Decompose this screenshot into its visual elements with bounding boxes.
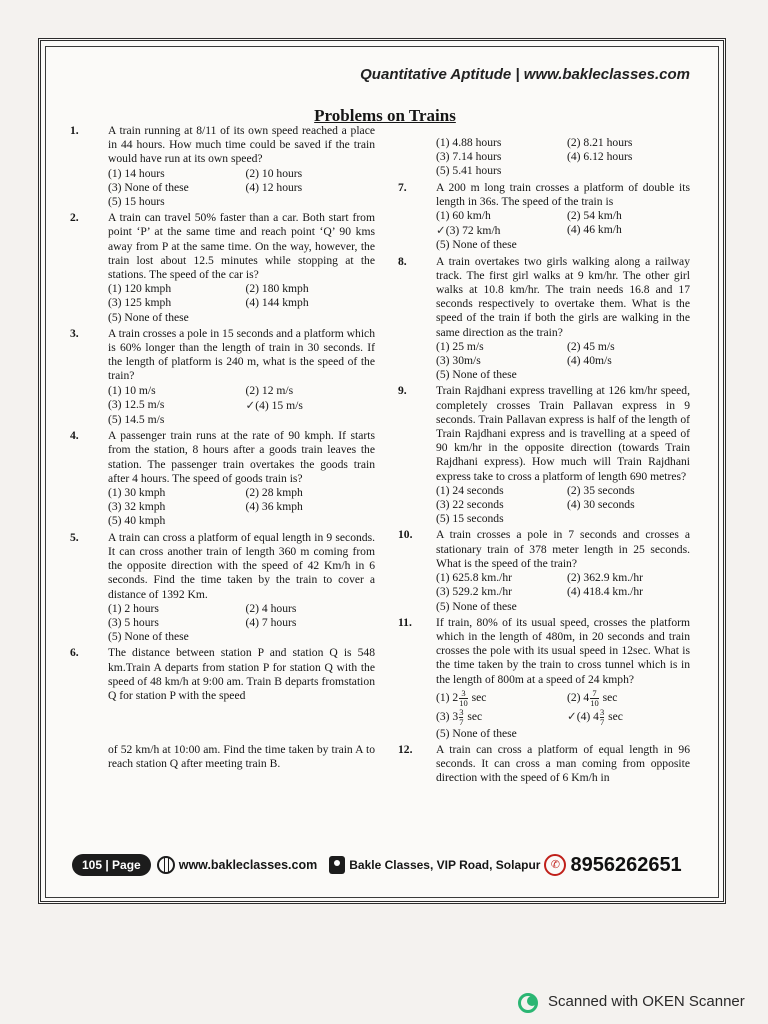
option: (1) 4.88 hours: [436, 136, 502, 149]
option: (1) 24 seconds: [436, 483, 504, 497]
option: (2) 8.21 hours: [567, 136, 633, 149]
option: (5) None of these: [436, 726, 517, 740]
question-6: [70, 646, 375, 771]
fraction: $\frac{3}{7}$: [459, 706, 464, 727]
question-number: 8.: [398, 254, 407, 268]
options: [436, 209, 690, 253]
option: (3) 30m/s: [436, 354, 481, 368]
option: (5) None of these: [436, 238, 517, 252]
option: (3) 72 km/h: [445, 224, 501, 238]
question-number: 4.: [70, 429, 79, 443]
option: (1) 60 km/h: [436, 209, 491, 223]
question-number: 3.: [70, 326, 79, 340]
option: (5) 15 hours: [108, 195, 165, 209]
option: (4) 40m/s: [567, 354, 612, 368]
right-column: [398, 136, 690, 786]
option-fraction: (1) 2 $\frac{3}{10}$ sec: [436, 687, 487, 708]
option: (3) 5 hours: [108, 615, 159, 629]
option: (5) 5.41 hours: [436, 164, 502, 178]
question-text: A train can cross a platform of equal length in 9 seconds. It can cross another train of length 360 m coming from the opposite direction with the speed of 42 Km/h in 6 seconds. Find the time taken by the train to cover a distance of 1392 Km.: [108, 530, 375, 601]
question-text: A train running at 8/11 of its own speed reached a place in 44 hours. How much time could be saved if the train would have run at its own speed?: [108, 124, 375, 166]
question-3: [70, 327, 375, 427]
option: (2) 4 hours: [245, 601, 297, 615]
option: (3) 32 kmph: [108, 500, 166, 514]
option-fraction: (3) 3 $\frac{3}{7}$ sec: [436, 706, 483, 727]
oken-logo-icon: [518, 990, 540, 1012]
option: (5) None of these: [108, 310, 189, 324]
fraction: $\frac{3}{7}$: [599, 706, 605, 727]
question-text: If train, 80% of its usual speed, crosses the platform which in the length of 480m, in 20 seconds and train crosses the pole with its usual speed in 12sec. What is the time taken by the train to cross tunnel which is in the length of 800m at a speed of 24 kmph?: [436, 615, 690, 686]
options: [436, 484, 690, 527]
question-text: The distance between station P and station Q is 548 km.Train A departs from station P for station Q with the speed of 48 km/h at 9:00 am. Train B departs fromstation Q for station P with the speed: [108, 646, 375, 702]
option: (3) 529.2 km./hr: [436, 585, 512, 599]
options: [108, 167, 375, 210]
question-5: [70, 531, 375, 645]
question-9: [398, 384, 690, 526]
options: [436, 136, 690, 179]
footer-phone: 8956262651: [570, 853, 682, 876]
question-text: A train can cross a platform of equal length in 96 seconds. It can cross a man coming from opposite direction with the speed of 6 Km/h in: [436, 742, 690, 785]
options: [108, 486, 375, 529]
question-number: 2.: [70, 211, 79, 225]
option: (1) 10 m/s: [108, 383, 156, 397]
option: (1) 625.8 km./hr: [436, 571, 512, 585]
option: (3) 7.14 hours: [436, 150, 502, 164]
option: (1) 30 kmph: [108, 486, 166, 500]
question-4: [70, 429, 375, 528]
globe-icon: [157, 856, 175, 874]
option-marked: [436, 223, 559, 238]
question-6-options: [398, 136, 690, 179]
options: [108, 282, 375, 325]
check-mark-icon: ✓: [245, 397, 256, 412]
check-mark-icon: ✓: [567, 708, 577, 723]
footer-website: www.bakleclasses.com: [178, 858, 318, 872]
check-mark-icon: ✓: [436, 223, 446, 238]
option: (1) 14 hours: [108, 166, 165, 180]
question-text: A passenger train runs at the rate of 90 kmph. If starts from the station, 8 hours after a goods train leaves the station. The passenger train overtakes the goods train after 4 hours. The speed of goods train is?: [108, 429, 375, 485]
question-number: 12.: [398, 742, 413, 756]
page-header: Quantitative Aptitude | www.bakleclasses.com: [360, 66, 690, 83]
question-text: A train overtakes two girls walking along a railway track. The first girl walks at 9 km/hr. The other girl walks at 10.8 km/hr. The train needs 16.8 and 17 seconds respectively to overtake them. What is the speed of the train if both the girls are walking in the same direction as the train?: [436, 254, 690, 339]
question-number: 11.: [398, 615, 412, 629]
option: (2) 35 seconds: [567, 483, 635, 497]
option: (1) 25 m/s: [436, 339, 484, 353]
question-number: 5.: [70, 530, 79, 544]
question-8: [398, 255, 690, 383]
option: (2) 54 km/h: [567, 209, 622, 223]
options: [436, 689, 690, 741]
page-title: Problems on Trains: [314, 106, 456, 125]
scanner-watermark: [518, 990, 745, 1012]
option-marked: [246, 398, 376, 413]
option: (2) 12 m/s: [245, 383, 294, 397]
option: (4) 36 kmph: [245, 500, 303, 514]
question-text: A 200 m long train crosses a platform of double its length in 36s. The speed of the train is: [436, 180, 690, 208]
option: (4) 15 m/s: [255, 398, 303, 412]
location-pin-icon: [329, 856, 345, 874]
fraction: $\frac{7}{10}$: [590, 687, 599, 708]
option: (3) 12.5 m/s: [108, 397, 165, 411]
option: (4) 46 km/h: [567, 223, 622, 237]
option: (2) 45 m/s: [567, 339, 615, 353]
question-text: A train crosses a pole in 7 seconds and crosses a stationary train of 378 meter length in 25 seconds. What is the speed of the train?: [436, 528, 690, 570]
question-text: A train can travel 50% faster than a car. Both start from point ‘P’ at the same time and reach point ‘Q’ 90 kms away from P at the same time. On the way, however, the train lost about 12.5 minutes while stopping at the stations. The speed of the car is?: [108, 211, 375, 282]
option: (5) 15 seconds: [436, 512, 504, 526]
option: (5) None of these: [108, 630, 189, 644]
question-1: [70, 124, 375, 209]
question-11: [398, 616, 690, 741]
options: [436, 571, 690, 614]
option: (3) 22 seconds: [436, 498, 504, 512]
option: (2) 362.9 km./hr: [567, 571, 643, 585]
option-fraction-marked: ✓(4) 4 $\frac{3}{7}$ sec: [567, 706, 623, 727]
option: (5) None of these: [436, 599, 517, 613]
option: (4) 6.12 hours: [567, 150, 633, 164]
question-number: 1.: [70, 124, 79, 137]
page-number-badge: 105 | Page: [72, 854, 151, 876]
option: (1) 120 kmph: [108, 282, 172, 296]
question-number: 7.: [398, 180, 407, 194]
option: (4) 418.4 km./hr: [567, 585, 643, 599]
left-column: [70, 124, 375, 772]
question-10: [398, 528, 690, 613]
question-12: [398, 743, 690, 786]
question-number: 6.: [70, 646, 79, 660]
option: (2) 180 kmph: [245, 282, 309, 296]
question-text: Train Rajdhani express travelling at 126 km/hr speed, completely crosses Train Pallavan express in 9 seconds. Train Pallavan express is half of the length of Train Rajdhani express and is travelling at a speed of 90 km/hr in the opposite direction (towards Train Rajdhani express). How much will Train Rajdhani express take to cross a platform of length 690 metres?: [436, 384, 690, 483]
option: (4) 30 seconds: [567, 498, 635, 512]
option: (4) 12 hours: [245, 180, 303, 194]
phone-icon: ✆: [544, 854, 566, 876]
scanner-label: Scanned with OKEN Scanner: [548, 992, 745, 1010]
option: (3) None of these: [108, 180, 189, 194]
option: (2) 28 kmph: [245, 486, 303, 500]
option: (4) 144 kmph: [245, 296, 309, 310]
question-2: [70, 211, 375, 325]
option: (3) 125 kmph: [108, 296, 172, 310]
options: [108, 384, 375, 428]
page-footer: [72, 850, 692, 880]
option: (1) 2 hours: [108, 601, 159, 615]
options: [108, 602, 375, 645]
option: (2) 10 hours: [245, 166, 303, 180]
option: (5) None of these: [436, 368, 517, 382]
options: [436, 340, 690, 383]
spacer: [108, 703, 375, 743]
question-text-continued: of 52 km/h at 10:00 am. Find the time taken by train A to reach station Q after meeting train B.: [108, 743, 375, 771]
footer-address: Bakle Classes, VIP Road, Solapur: [349, 858, 541, 872]
option-fraction: (2) 4 $\frac{7}{10}$ sec: [567, 687, 618, 708]
option: (5) 14.5 m/s: [108, 413, 165, 427]
question-number: 10.: [398, 528, 413, 542]
option: (5) 40 kmph: [108, 514, 166, 528]
question-text: A train crosses a pole in 15 seconds and a platform which is 60% longer than the length of train in 30 seconds. If the length of platform is 240 m, what is the speed of the train?: [108, 326, 375, 383]
question-number: 9.: [398, 384, 407, 398]
option: (4) 7 hours: [245, 615, 297, 629]
question-7: [398, 181, 690, 253]
fraction: $\frac{3}{10}$: [459, 687, 468, 708]
